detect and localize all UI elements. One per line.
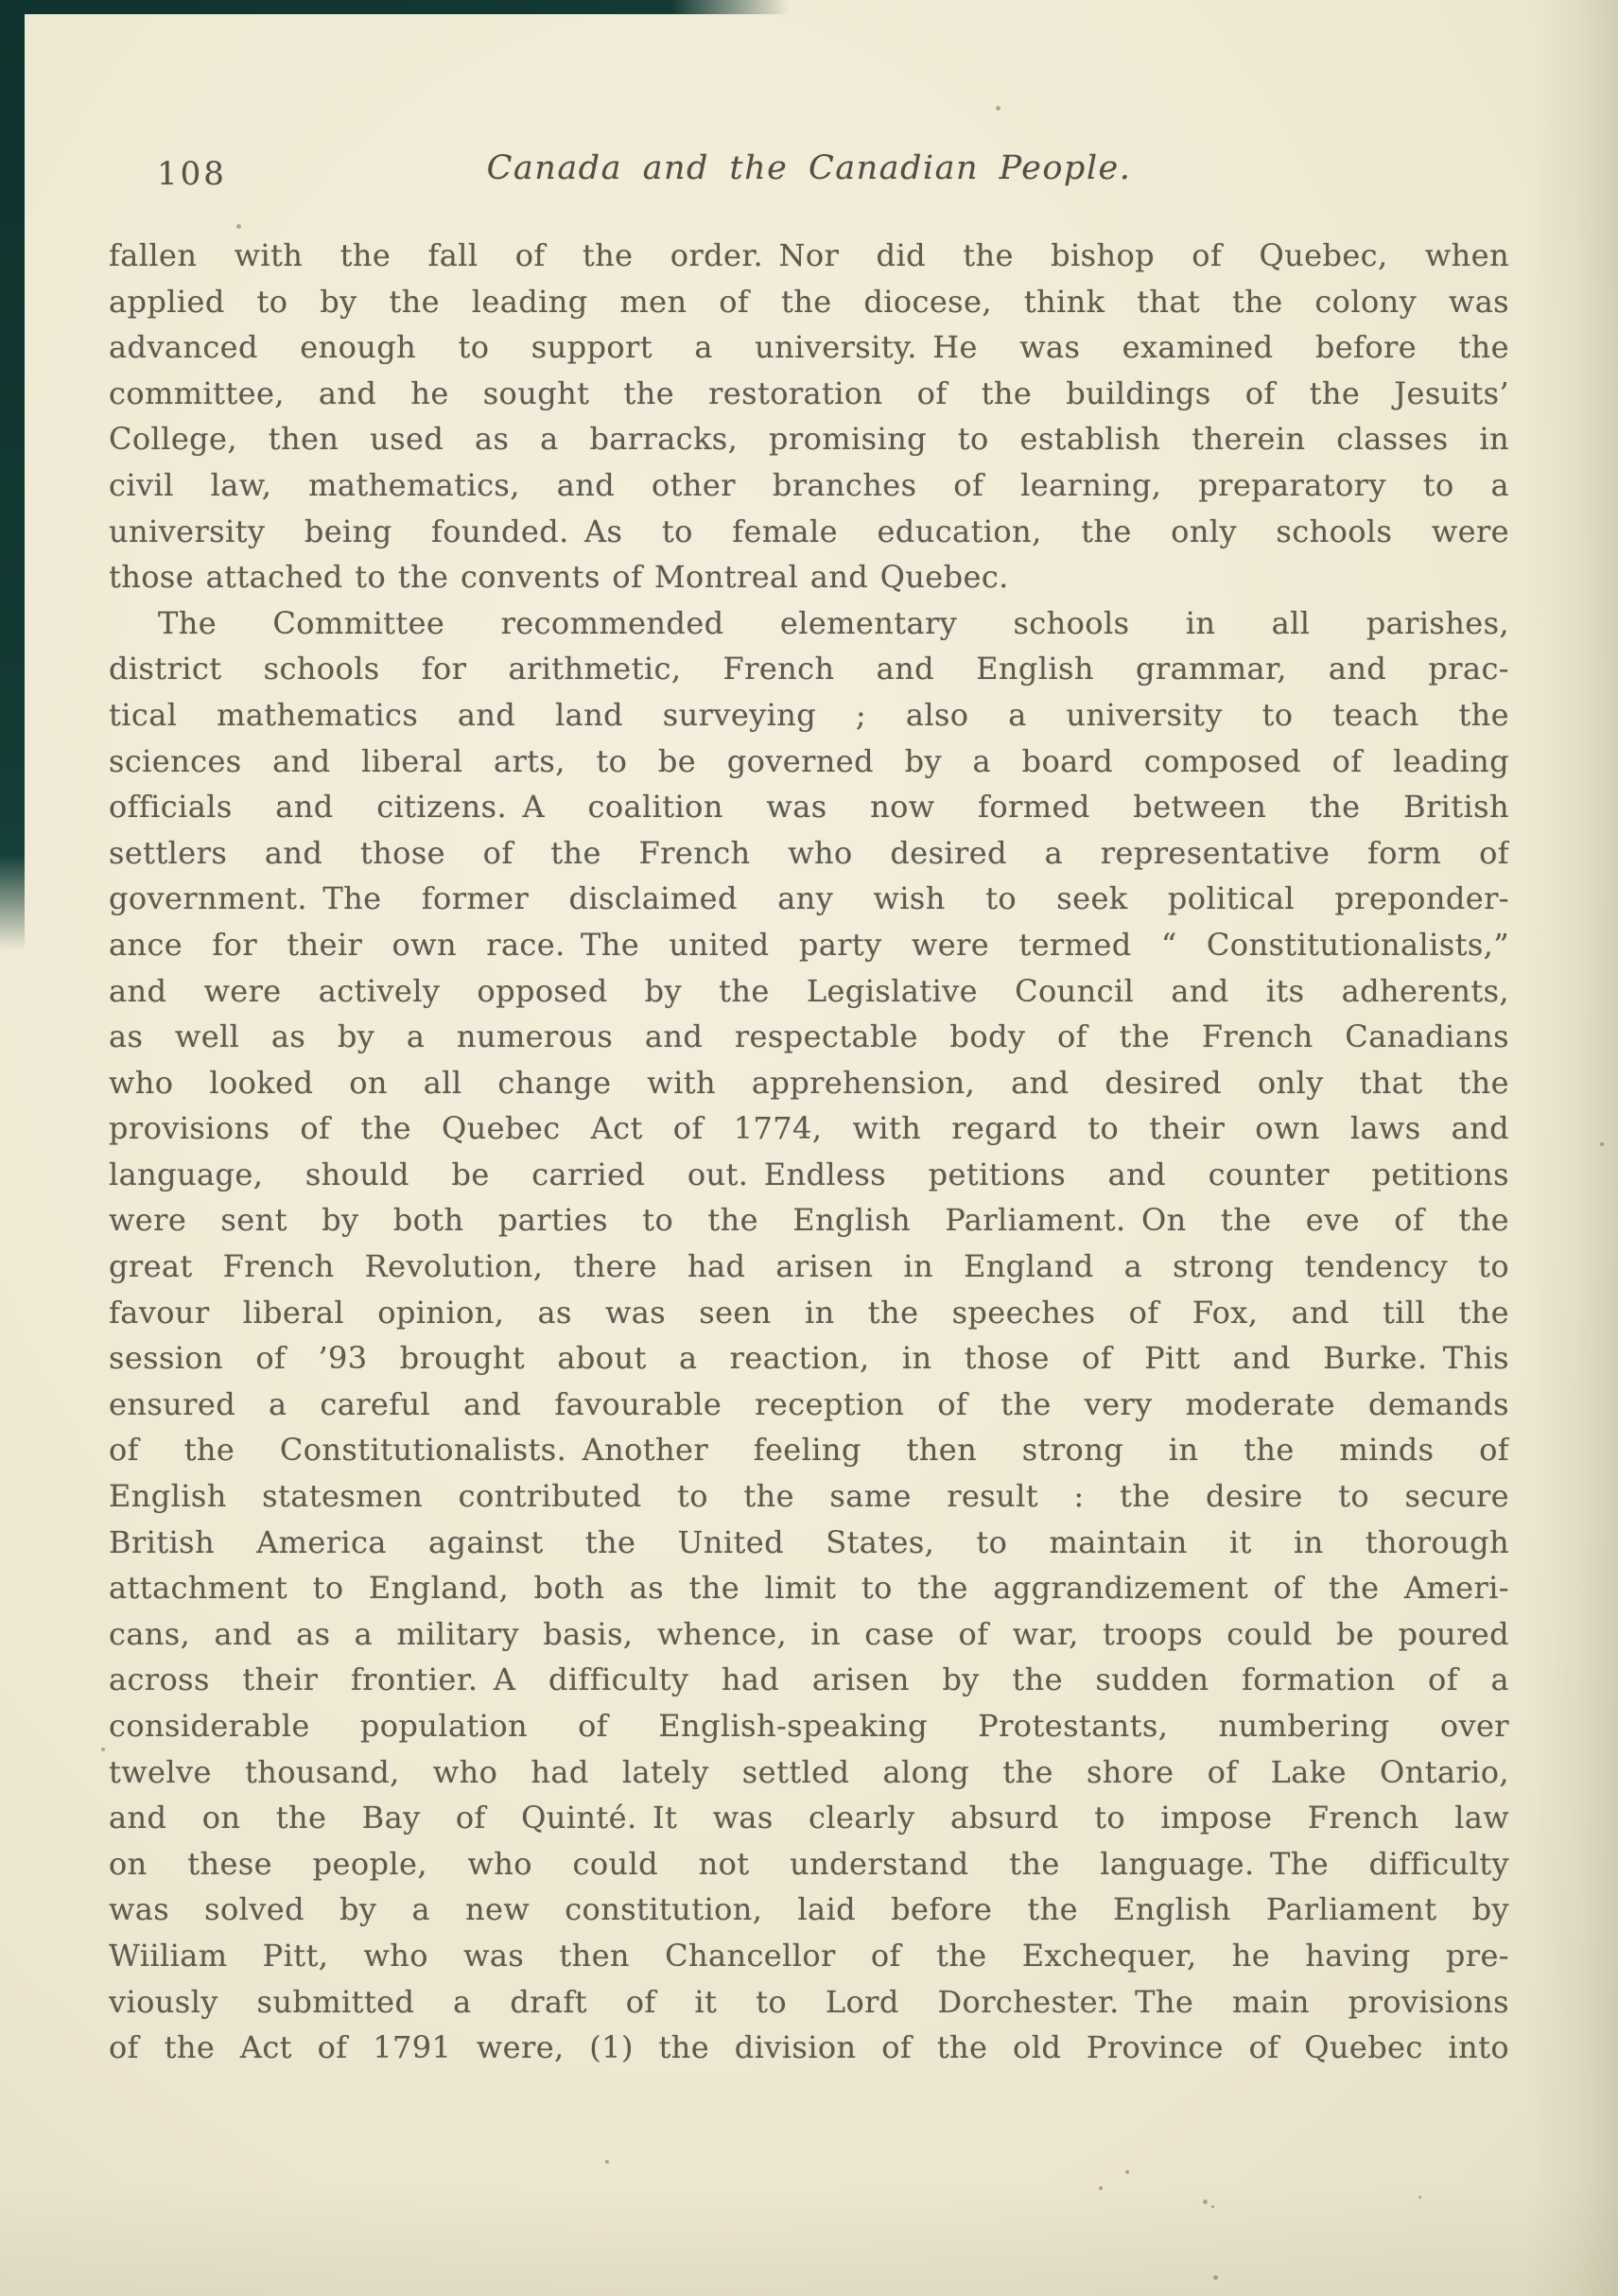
page-text [109, 233, 1509, 2071]
paper-speck [1600, 1142, 1604, 1146]
paper-speck [1211, 2205, 1214, 2208]
text-line: and on the Bay of Quinté. It was clearly absurd to impose French law [109, 1800, 1509, 1836]
text-line: provisions of the Quebec Act of 1774, with regard to their own laws and [109, 1110, 1509, 1147]
text-line: cans, and as a military basis, whence, in case of war, troops could be poured [109, 1615, 1509, 1652]
text-line: Wiiliam Pitt, who was then Chancellor of the Exchequer, he having pre- [109, 1937, 1509, 1974]
text-line: session of ’93 brought about a reaction, in those of Pitt and Burke. This [109, 1340, 1509, 1377]
text-line: officials and citizens. A coalition was now formed between the British [109, 789, 1509, 826]
text-line: advanced enough to support a university. He was examined before the [109, 329, 1509, 366]
text-line: viously submitted a draft of it to Lord Dorchester. The main provisions [109, 1983, 1509, 2020]
bottom-shadow [0, 2183, 1618, 2296]
text-line: of the Constitutionalists. Another feeling then strong in the minds of [109, 1432, 1509, 1469]
text-line: College, then used as a barracks, promising to establish therein classes in [109, 421, 1509, 458]
text-line: ance for their own race. The united party were termed “ Constitutionalists,” [109, 926, 1509, 963]
text-line: as well as by a numerous and respectable body of the French Canadians [109, 1018, 1509, 1055]
text-line: great French Revolution, there had arisen in England a strong tendency to [109, 1248, 1509, 1285]
text-line: twelve thousand, who had lately settled along the shore of Lake Ontario, [109, 1753, 1509, 1790]
text-line: attachment to England, both as the limit to the aggrandizement of the Ameri- [109, 1570, 1509, 1607]
text-line: ensured a careful and favourable reception of the very moderate demands [109, 1385, 1509, 1422]
page-curvature-shadow [1528, 0, 1618, 2296]
text-line: The Committee recommended elementary schools in all parishes, [158, 604, 1509, 641]
paper-speck [1125, 2170, 1129, 2174]
running-header-title: Canada and the Canadian People. [486, 149, 1132, 187]
text-line: on these people, who could not understand the language. The difficulty [109, 1845, 1509, 1882]
text-line: settlers and those of the French who desired a representative form of [109, 834, 1509, 871]
text-line: university being founded. As to female education, the only schools were [109, 513, 1509, 549]
text-line: government. The former disclaimed any wish to seek political preponder- [109, 880, 1509, 917]
text-line: committee, and he sought the restoration of the buildings of the Jesuits’ [109, 374, 1509, 411]
scan-edge-left [0, 0, 25, 950]
text-line: who looked on all change with apprehension, and desired only that the [109, 1064, 1509, 1101]
text-line: considerable population of English-speaking Protestants, numbering over [109, 1708, 1509, 1744]
text-line: favour liberal opinion, as was seen in the speeches of Fox, and till the [109, 1294, 1509, 1331]
text-line: those attached to the convents of Montreal and Quebec. [109, 559, 1009, 596]
text-line: across their frontier. A difficulty had arisen by the sudden formation of a [109, 1661, 1509, 1698]
scan-edge-top [0, 0, 790, 14]
text-line: applied to by the leading men of the diocese, think that the colony was [109, 283, 1509, 320]
text-line: and were actively opposed by the Legislative Council and its adherents, [109, 972, 1509, 1009]
paper-speck [101, 1748, 105, 1751]
paper-speck [1418, 2196, 1421, 2199]
paper-speck [1203, 2200, 1208, 2204]
text-line: language, should be carried out. Endless petitions and counter petitions [109, 1156, 1509, 1192]
paper-speck [605, 2160, 609, 2164]
text-line: English statesmen contributed to the same result : the desire to secure [109, 1478, 1509, 1515]
text-line: were sent by both parties to the English Parliament. On the eve of the [109, 1202, 1509, 1239]
text-line: British America against the United States, to maintain it in thorough [109, 1523, 1509, 1560]
paper-speck [236, 224, 241, 229]
text-line: district schools for arithmetic, French and English grammar, and prac- [109, 651, 1509, 687]
text-line: civil law, mathematics, and other branches of learning, preparatory to a [109, 466, 1509, 503]
text-line: sciences and liberal arts, to be governed by a board composed of leading [109, 742, 1509, 779]
paper-speck [1213, 2275, 1218, 2280]
page-number: 108 [157, 155, 227, 193]
text-line: tical mathematics and land surveying ; also a university to teach the [109, 696, 1509, 733]
text-line: fallen with the fall of the order. Nor did the bishop of Quebec, when [109, 237, 1509, 273]
paper-speck [1099, 2186, 1103, 2190]
paper-speck [996, 106, 1000, 111]
text-line: was solved by a new constitution, laid before the English Parliament by [109, 1891, 1509, 1928]
text-line: of the Act of 1791 were, (1) the division of the old Province of Quebec into [109, 2029, 1509, 2066]
